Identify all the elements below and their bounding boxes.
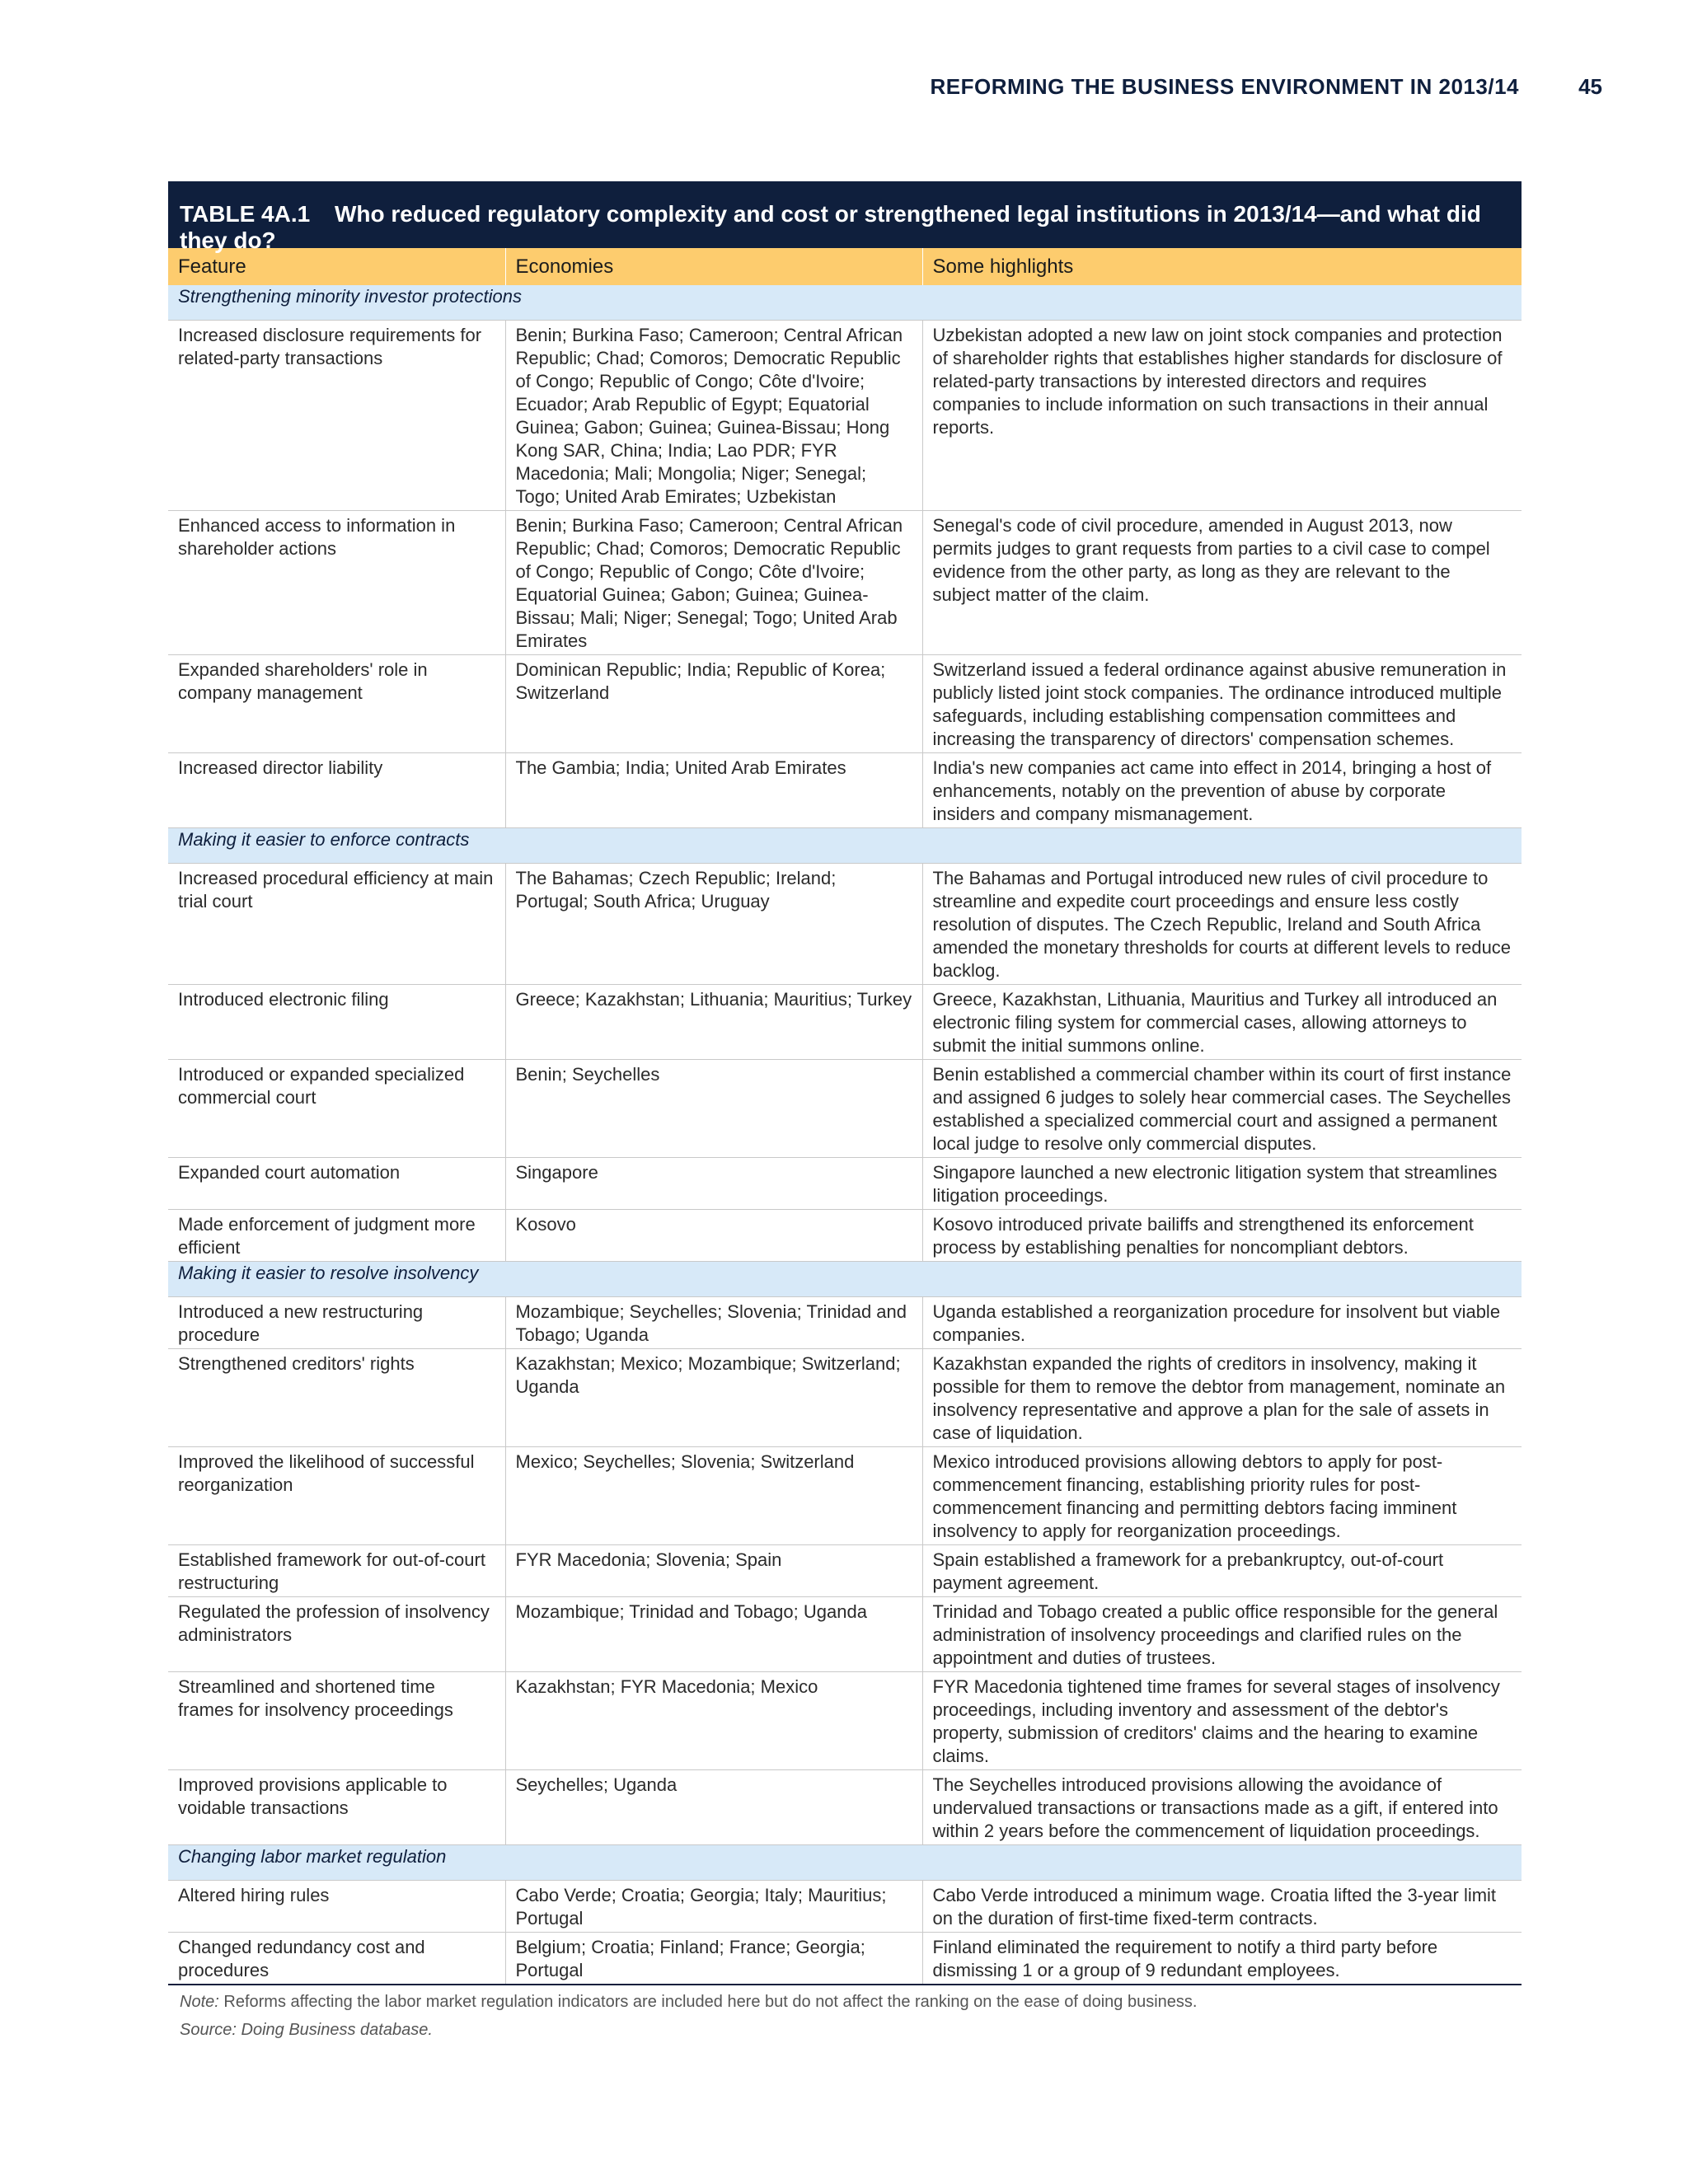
- section-heading: Strengthening minority investor protections: [168, 285, 1522, 321]
- feature-cell: Enhanced access to information in shareholder actions: [168, 511, 505, 655]
- economies-cell: Benin; Burkina Faso; Cameroon; Central African Republic; Chad; Comoros; Democratic Republic of Congo; Republic of Congo; Côte d'Ivoire; Ecuador; Arab Republic of Egypt; Equatorial Guinea; Gabon; Guinea; Guinea-Bissau; Hong Kong SAR, China; India; Lao PDR; FYR Macedonia; Mali; Mongolia; Niger; Senegal; Togo; United Arab Emirates; Uzbekistan: [505, 321, 922, 511]
- table-row: [168, 864, 1522, 985]
- highlights-cell: FYR Macedonia tightened time frames for several stages of insolvency proceedings, including inventory and assessment of the debtor's property, submission of creditors' claims and the hearing to examine claims.: [922, 1672, 1522, 1770]
- table-4a1: [168, 181, 1522, 1985]
- feature-cell: Altered hiring rules: [168, 1881, 505, 1933]
- economies-cell: Greece; Kazakhstan; Lithuania; Mauritius; Turkey: [505, 985, 922, 1060]
- section-row: [168, 285, 1522, 321]
- source-label: Source:: [180, 2021, 237, 2039]
- economies-cell: Kazakhstan; FYR Macedonia; Mexico: [505, 1672, 922, 1770]
- economies-cell: Belgium; Croatia; Finland; France; Georgia; Portugal: [505, 1933, 922, 1985]
- economies-cell: Kosovo: [505, 1210, 922, 1262]
- table-row: [168, 1158, 1522, 1210]
- highlights-cell: The Bahamas and Portugal introduced new rules of civil procedure to streamline and expedite court proceedings and ensure less costly resolution of disputes. The Czech Republic, Ireland and South Africa amended the monetary thresholds for courts at different levels to reduce backlog.: [922, 864, 1522, 985]
- economies-cell: The Bahamas; Czech Republic; Ireland; Portugal; South Africa; Uruguay: [505, 864, 922, 985]
- economies-cell: Mozambique; Seychelles; Slovenia; Trinidad and Tobago; Uganda: [505, 1297, 922, 1349]
- highlights-cell: Spain established a framework for a prebankruptcy, out-of-court payment agreement.: [922, 1545, 1522, 1597]
- highlights-cell: Uganda established a reorganization procedure for insolvent but viable companies.: [922, 1297, 1522, 1349]
- highlights-cell: Greece, Kazakhstan, Lithuania, Mauritius and Turkey all introduced an electronic filing system for commercial cases, allowing attorneys to submit the initial summons online.: [922, 985, 1522, 1060]
- feature-cell: Increased disclosure requirements for related-party transactions: [168, 321, 505, 511]
- source-line: [180, 2016, 1197, 2044]
- table-row: [168, 1060, 1522, 1158]
- economies-cell: Benin; Burkina Faso; Cameroon; Central African Republic; Chad; Comoros; Democratic Republic of Congo; Republic of Congo; Côte d'Ivoire; Equatorial Guinea; Gabon; Guinea; Guinea-Bissau; Mali; Niger; Senegal; Togo; United Arab Emirates: [505, 511, 922, 655]
- feature-cell: Improved the likelihood of successful reorganization: [168, 1447, 505, 1545]
- table-row: [168, 1933, 1522, 1985]
- table-row: [168, 1297, 1522, 1349]
- table-row: [168, 1349, 1522, 1447]
- highlights-cell: Benin established a commercial chamber within its court of first instance and assigned 6 judges to solely hear commercial cases. The Seychelles established a specialized commercial court and assigned a permanent local judge to resolve only commercial disputes.: [922, 1060, 1522, 1158]
- economies-cell: Kazakhstan; Mexico; Mozambique; Switzerland; Uganda: [505, 1349, 922, 1447]
- table-row: [168, 1770, 1522, 1845]
- table-row: [168, 985, 1522, 1060]
- feature-cell: Regulated the profession of insolvency administrators: [168, 1597, 505, 1672]
- feature-cell: Made enforcement of judgment more efficient: [168, 1210, 505, 1262]
- section-row: [168, 1845, 1522, 1881]
- table-row: [168, 1597, 1522, 1672]
- table-row: [168, 321, 1522, 511]
- feature-cell: Streamlined and shortened time frames for insolvency proceedings: [168, 1672, 505, 1770]
- source-text: Doing Business database.: [241, 2021, 433, 2039]
- feature-cell: Increased procedural efficiency at main trial court: [168, 864, 505, 985]
- section-row: [168, 828, 1522, 864]
- section-heading: Making it easier to resolve insolvency: [168, 1262, 1522, 1297]
- table-row: [168, 655, 1522, 753]
- table-row: [168, 1545, 1522, 1597]
- table-row: [168, 1210, 1522, 1262]
- table-title: Who reduced regulatory complexity and cost or strengthened legal institutions in 2013/14—and what did they do?: [180, 201, 1481, 253]
- highlights-cell: Cabo Verde introduced a minimum wage. Croatia lifted the 3-year limit on the duration of first-time fixed-term contracts.: [922, 1881, 1522, 1933]
- economies-cell: Cabo Verde; Croatia; Georgia; Italy; Mauritius; Portugal: [505, 1881, 922, 1933]
- highlights-cell: Kosovo introduced private bailiffs and strengthened its enforcement process by establishing penalties for noncompliant debtors.: [922, 1210, 1522, 1262]
- highlights-cell: The Seychelles introduced provisions allowing the avoidance of undervalued transactions or transactions made as a gift, if entered into within 2 years before the commencement of liquidation proceedings.: [922, 1770, 1522, 1845]
- feature-cell: Increased director liability: [168, 753, 505, 828]
- economies-cell: FYR Macedonia; Slovenia; Spain: [505, 1545, 922, 1597]
- feature-cell: Introduced a new restructuring procedure: [168, 1297, 505, 1349]
- page-number: 45: [1578, 74, 1602, 99]
- feature-cell: Expanded court automation: [168, 1158, 505, 1210]
- section-heading: Making it easier to enforce contracts: [168, 828, 1522, 864]
- note-line: [180, 1988, 1197, 2016]
- feature-cell: Changed redundancy cost and procedures: [168, 1933, 505, 1985]
- highlights-cell: Switzerland issued a federal ordinance against abusive remuneration in publicly listed joint stock companies. The ordinance introduced multiple safeguards, including establishing compensation committees and increasing the transparency of directors' compensation schemes.: [922, 655, 1522, 753]
- highlights-cell: Finland eliminated the requirement to notify a third party before dismissing 1 or a group of 9 redundant employees.: [922, 1933, 1522, 1985]
- table-number: TABLE 4A.1: [180, 201, 311, 227]
- highlights-cell: Mexico introduced provisions allowing debtors to apply for post-commencement financing, establishing priority rules for post-commencement financing and permitting debtors facing imminent insolvency to apply for reorganization proceedings.: [922, 1447, 1522, 1545]
- feature-cell: Established framework for out-of-court restructuring: [168, 1545, 505, 1597]
- feature-cell: Improved provisions applicable to voidable transactions: [168, 1770, 505, 1845]
- economies-cell: The Gambia; India; United Arab Emirates: [505, 753, 922, 828]
- economies-cell: Dominican Republic; India; Republic of Korea; Switzerland: [505, 655, 922, 753]
- section-heading: Changing labor market regulation: [168, 1845, 1522, 1881]
- economies-cell: Mexico; Seychelles; Slovenia; Switzerland: [505, 1447, 922, 1545]
- table-row: [168, 1672, 1522, 1770]
- column-header-economies: Economies: [505, 248, 922, 285]
- note-label: Note:: [180, 1993, 219, 2011]
- table-title-bar: [168, 181, 1522, 253]
- table-row: [168, 753, 1522, 828]
- table-body: [168, 285, 1522, 1985]
- economies-cell: Benin; Seychelles: [505, 1060, 922, 1158]
- table-row: [168, 1881, 1522, 1933]
- feature-cell: Introduced electronic filing: [168, 985, 505, 1060]
- feature-cell: Introduced or expanded specialized commercial court: [168, 1060, 505, 1158]
- table-notes: [180, 1988, 1197, 2044]
- highlights-cell: Uzbekistan adopted a new law on joint stock companies and protection of shareholder rights that establishes higher standards for disclosure of related-party transactions by interested directors and requires companies to include information on such transactions in their annual reports.: [922, 321, 1522, 511]
- column-header-feature: Feature: [168, 248, 505, 285]
- feature-cell: Strengthened creditors' rights: [168, 1349, 505, 1447]
- highlights-cell: Kazakhstan expanded the rights of creditors in insolvency, making it possible for them to remove the debtor from management, nominate an insolvency representative and approve a plan for the sale of assets in case of liquidation.: [922, 1349, 1522, 1447]
- table-header-row: [168, 248, 1522, 285]
- highlights-cell: Singapore launched a new electronic litigation system that streamlines litigation proceedings.: [922, 1158, 1522, 1210]
- table-row: [168, 511, 1522, 655]
- economies-cell: Mozambique; Trinidad and Tobago; Uganda: [505, 1597, 922, 1672]
- running-title: REFORMING THE BUSINESS ENVIRONMENT IN 2013/14: [930, 74, 1519, 99]
- highlights-cell: India's new companies act came into effect in 2014, bringing a host of enhancements, notably on the prevention of abuse by corporate insiders and company mismanagement.: [922, 753, 1522, 828]
- economies-cell: Singapore: [505, 1158, 922, 1210]
- economies-cell: Seychelles; Uganda: [505, 1770, 922, 1845]
- highlights-cell: Senegal's code of civil procedure, amended in August 2013, now permits judges to grant requests from parties to a civil case to compel evidence from the other party, as long as they are relevant to the subject matter of the claim.: [922, 511, 1522, 655]
- feature-cell: Expanded shareholders' role in company management: [168, 655, 505, 753]
- note-text: Reforms affecting the labor market regulation indicators are included here but do not affect the ranking on the ease of doing business.: [223, 1993, 1198, 2011]
- running-header: [0, 74, 1688, 107]
- reform-table: [168, 248, 1522, 1985]
- table-row: [168, 1447, 1522, 1545]
- highlights-cell: Trinidad and Tobago created a public office responsible for the general administration of insolvency proceedings and clarified rules on the appointment and duties of trustees.: [922, 1597, 1522, 1672]
- section-row: [168, 1262, 1522, 1297]
- column-header-highlights: Some highlights: [922, 248, 1522, 285]
